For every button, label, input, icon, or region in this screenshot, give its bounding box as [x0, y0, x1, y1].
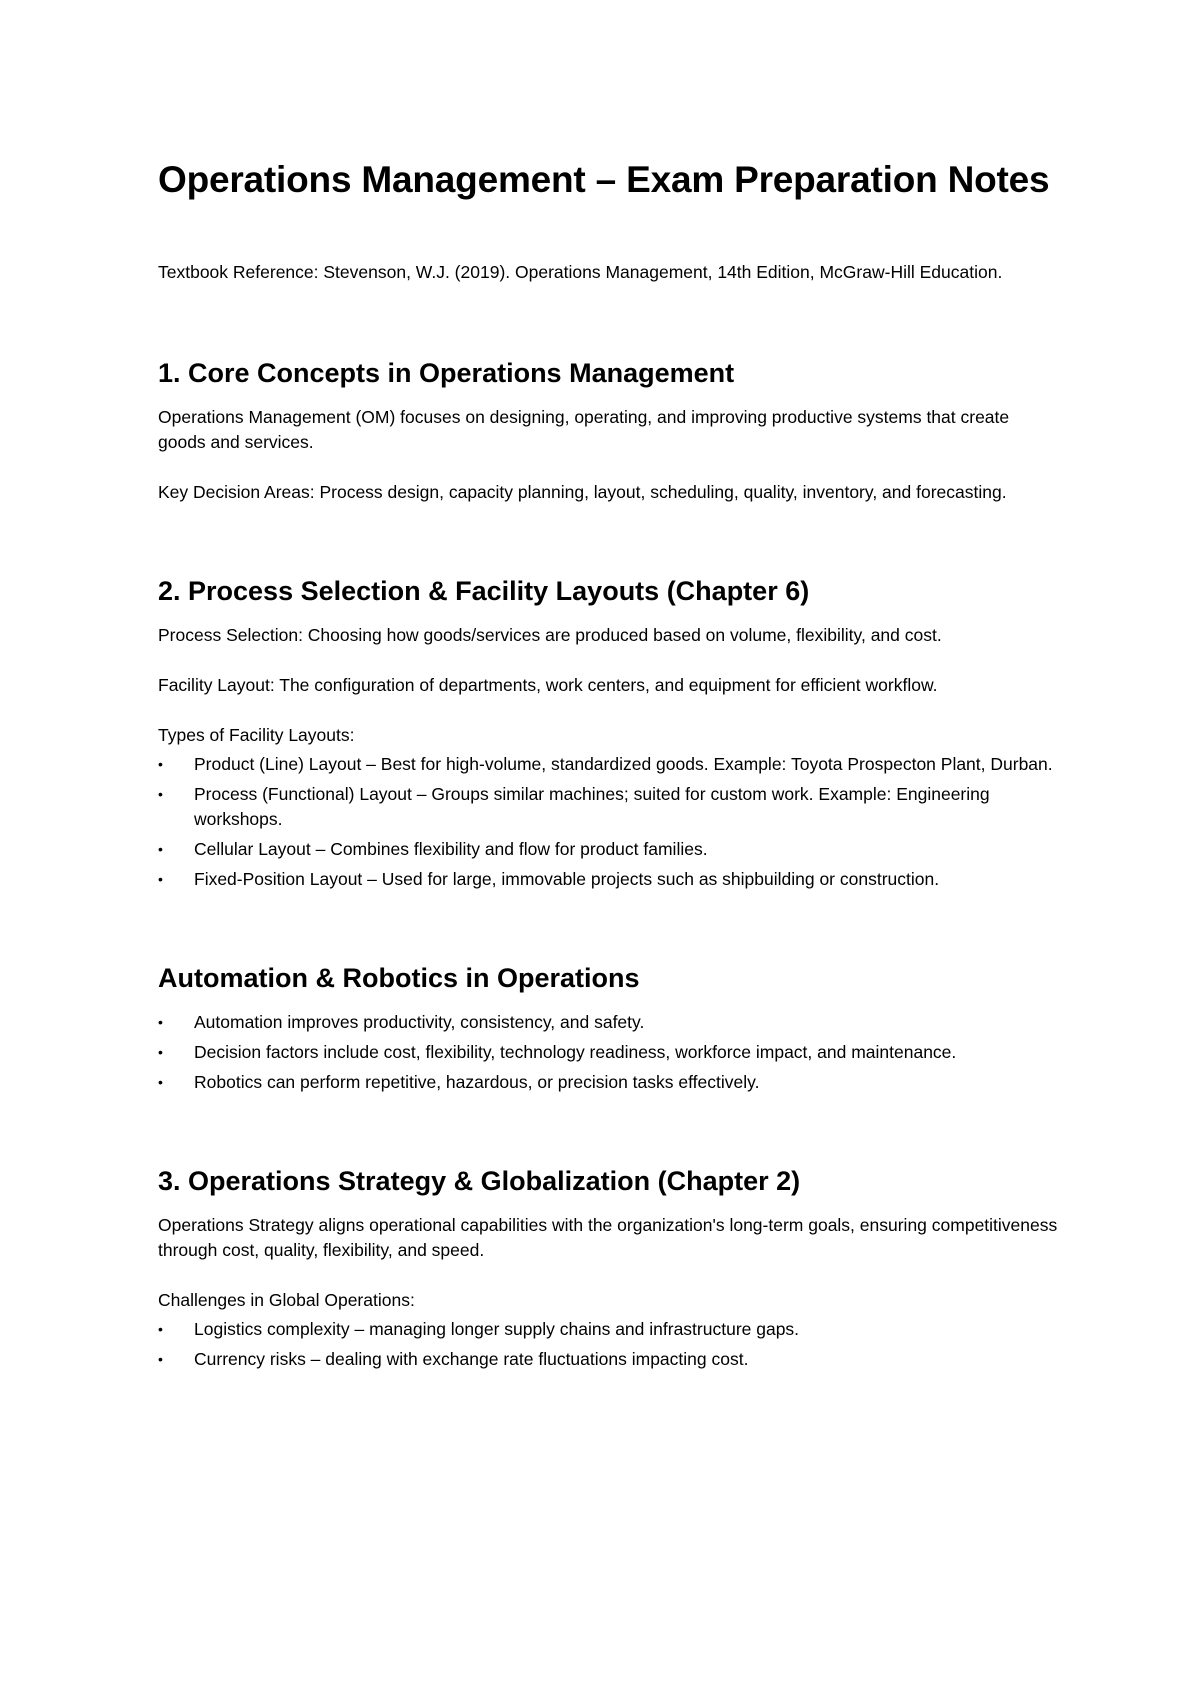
bullet-icon: •	[158, 1351, 163, 1367]
list-item	[158, 1317, 1058, 1342]
list-item-text: Decision factors include cost, flexibility, technology readiness, workforce impact, and maintenance.	[194, 1042, 957, 1062]
section-process-selection	[158, 575, 1058, 892]
bullet-list	[158, 1010, 1058, 1095]
bullet-icon: •	[158, 1321, 163, 1337]
list-item-text: Cellular Layout – Combines flexibility and flow for product families.	[194, 839, 708, 859]
bullet-icon: •	[158, 1014, 163, 1030]
bullet-icon: •	[158, 841, 163, 857]
list-item	[158, 752, 1058, 777]
list-item-text: Currency risks – dealing with exchange rate fluctuations impacting cost.	[194, 1349, 749, 1369]
list-item	[158, 1070, 1058, 1095]
list-item-text: Fixed-Position Layout – Used for large, immovable projects such as shipbuilding or construction.	[194, 869, 940, 889]
bullet-icon: •	[158, 871, 163, 887]
section-heading: Automation & Robotics in Operations	[158, 963, 640, 993]
list-item	[158, 1347, 1058, 1372]
section-automation	[158, 962, 1058, 1095]
document-page	[158, 158, 1058, 1442]
bullet-icon: •	[158, 1074, 163, 1090]
textbook-reference: Textbook Reference: Stevenson, W.J. (2019). Operations Management, 14th Edition, McGraw-Hill Education.	[158, 262, 1003, 282]
list-item-text: Process (Functional) Layout – Groups similar machines; suited for custom work. Example: Engineering workshops.	[194, 784, 990, 829]
list-item	[158, 867, 1058, 892]
paragraph: Operations Management (OM) focuses on designing, operating, and improving productive systems that create goods and services.	[158, 407, 1010, 452]
paragraph: Process Selection: Choosing how goods/services are produced based on volume, flexibility, and cost.	[158, 625, 942, 645]
document-title: Operations Management – Exam Preparation Notes	[158, 159, 1050, 200]
section-core-concepts	[158, 357, 1058, 505]
paragraph: Operations Strategy aligns operational capabilities with the organization's long-term goals, ensuring competitiveness through cost, quality, flexibility, and speed.	[158, 1215, 1058, 1260]
bullet-list	[158, 1317, 1058, 1372]
bullet-icon: •	[158, 1044, 163, 1060]
list-item-text: Automation improves productivity, consistency, and safety.	[194, 1012, 645, 1032]
section-heading: 1. Core Concepts in Operations Management	[158, 358, 735, 388]
bullet-icon: •	[158, 786, 163, 802]
list-item-text: Robotics can perform repetitive, hazardous, or precision tasks effectively.	[194, 1072, 760, 1092]
list-item-text: Product (Line) Layout – Best for high-volume, standardized goods. Example: Toyota Prospecton Plant, Durban.	[194, 754, 1053, 774]
list-item	[158, 837, 1058, 862]
list-item	[158, 1010, 1058, 1035]
list-item-text: Logistics complexity – managing longer supply chains and infrastructure gaps.	[194, 1319, 800, 1339]
section-operations-strategy	[158, 1165, 1058, 1372]
paragraph: Facility Layout: The configuration of departments, work centers, and equipment for efficient workflow.	[158, 675, 938, 695]
list-item	[158, 782, 1058, 832]
list-item	[158, 1040, 1058, 1065]
list-lead: Types of Facility Layouts:	[158, 725, 355, 745]
paragraph: Key Decision Areas: Process design, capacity planning, layout, scheduling, quality, inventory, and forecasting.	[158, 482, 1007, 502]
section-heading: 2. Process Selection & Facility Layouts (Chapter 6)	[158, 576, 810, 606]
list-lead: Challenges in Global Operations:	[158, 1290, 415, 1310]
bullet-icon: •	[158, 756, 163, 772]
section-heading: 3. Operations Strategy & Globalization (Chapter 2)	[158, 1166, 801, 1196]
bullet-list	[158, 752, 1058, 892]
